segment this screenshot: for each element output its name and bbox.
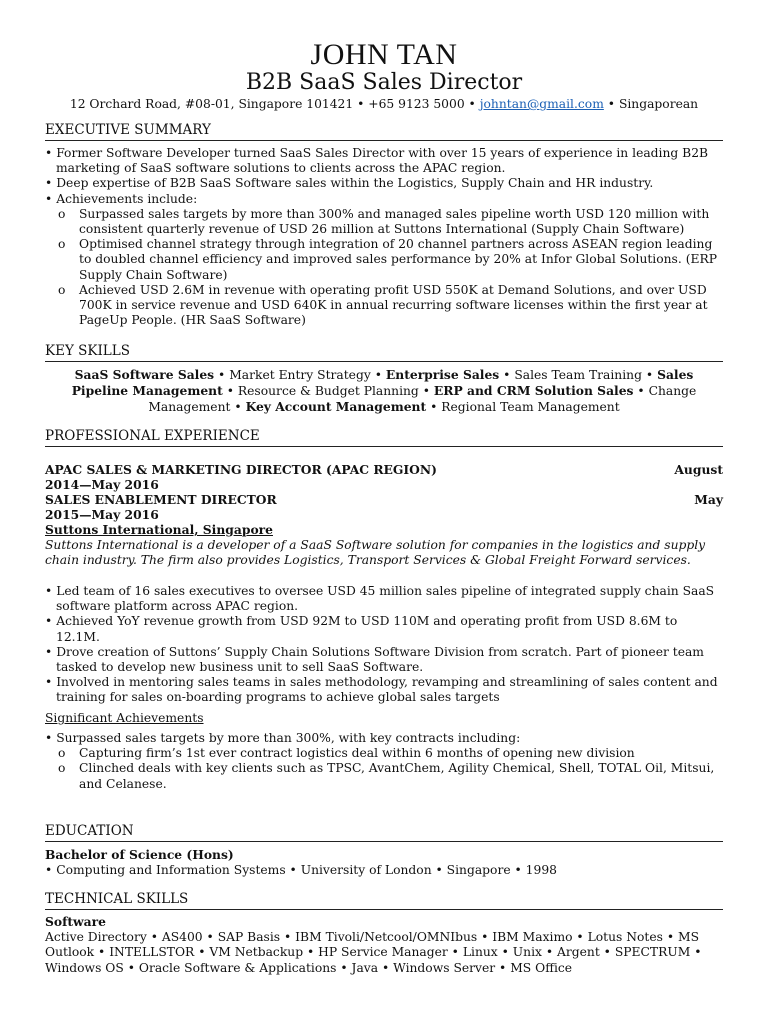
software-list: Active Directory • AS400 • SAP Basis • IBM Tivoli/Netcool/OMNIbus • IBM Maximo • Lotus Notes • MS Outlook • INTELLSTOR • VM Netbackup • HP Service Manager • Linux • Unix • Argent • SPECTRUM • Windows OS • Oracle Software & Applications • Java • Windows Server • MS Office: [45, 930, 702, 975]
degree: [45, 847, 725, 863]
bullet: •: [45, 146, 53, 160]
contact-line: [0, 97, 768, 111]
company-description-text: Suttons International is a developer of a SaaS Software solution for companies in the logistics and supply chain industry. The firm also provides Logistics, Transport Services & Global Freight Forward services.: [45, 538, 706, 568]
bullet: •: [234, 400, 242, 415]
job-date: May: [694, 492, 723, 507]
section-heading-education: EDUCATION: [45, 823, 723, 842]
list-item: [45, 731, 725, 746]
skill: Resource & Budget Planning: [237, 384, 419, 399]
list-item-text: Involved in mentoring sales teams in sales methodology, revamping and streamlining of sales content and training for sales on-boarding programs to achieve global sales targets: [56, 675, 718, 705]
skill: Regional Team Management: [441, 400, 620, 415]
sub-bullet: o: [58, 746, 66, 761]
sub-bullet: o: [58, 282, 66, 297]
list-item-text: Achieved YoY revenue growth from USD 92M to USD 110M and operating profit from USD 8.6M to 12.1M.: [56, 614, 678, 644]
skill: Sales Team Training: [514, 368, 642, 382]
significant-achievements-heading: Significant Achievements: [45, 711, 204, 725]
separator: •: [603, 97, 619, 111]
bullet: •: [45, 584, 53, 598]
sub-bullet: o: [58, 237, 66, 252]
sub-list-item: [45, 207, 725, 237]
company-description: [45, 538, 725, 568]
software-subheading-text: Software: [45, 914, 106, 929]
skill: ERP and CRM Solution Sales: [433, 383, 634, 399]
list-item-text: Capturing firm’s 1st ever contract logistics deal within 6 months of opening new division: [79, 746, 635, 761]
candidate-role: B2B SaaS Sales Director: [245, 70, 523, 95]
section-heading-technical: TECHNICAL SKILLS: [45, 891, 723, 910]
nationality: Singaporean: [618, 97, 699, 111]
list-item: [45, 176, 725, 191]
skill: Market Entry Strategy: [229, 368, 371, 382]
bullet: •: [45, 731, 53, 745]
list-item: [45, 192, 725, 207]
job-date: August: [674, 462, 723, 477]
key-skills-list: [45, 367, 723, 416]
job-title: SALES ENABLEMENT DIRECTOR: [45, 492, 277, 507]
sub-bullet: o: [58, 761, 66, 776]
candidate-name: JOHN TAN: [310, 38, 458, 71]
list-item-text: Computing and Information Systems • University of London • Singapore • 1998: [56, 863, 557, 878]
bullet: •: [374, 368, 382, 382]
degree-text: Bachelor of Science (Hons): [45, 847, 234, 862]
sub-list-item: [45, 746, 725, 761]
list-item-text: Achieved USD 2.6M in revenue with operating profit USD 550K at Demand Solutions, and over USD 700K in service revenue and USD 640K in annual recurring software licenses within the first year at PageUp People. (HR SaaS Software): [79, 282, 708, 328]
bullet: •: [637, 384, 645, 399]
list-item: [45, 675, 725, 705]
skill: Enterprise Sales: [385, 367, 500, 382]
education-block: [45, 847, 725, 878]
bullet: •: [45, 176, 53, 191]
job-title-line: [45, 462, 723, 477]
section-heading-experience: PROFESSIONAL EXPERIENCE: [45, 428, 723, 447]
bullet: •: [45, 675, 53, 690]
separator: •: [353, 97, 369, 111]
skill: SaaS Software Sales: [74, 367, 215, 382]
job-title-line: [45, 492, 723, 507]
technical-block: [45, 914, 725, 976]
summary-list: [45, 146, 725, 328]
list-item-text: Clinched deals with key clients such as TPSC, AvantChem, Agility Chemical, Shell, TOTAL Oil, Mitsui, and Celanese.: [79, 761, 715, 791]
bullet: •: [45, 644, 53, 659]
skill: Key Account Management: [245, 399, 427, 415]
job-date-line: 2015—May 2016: [45, 507, 159, 522]
list-item-text: Optimised channel strategy through integration of 20 channel partners across ASEAN region leading to doubled channel efficiency and improved sales performance by 20% at Infor Global Solutions. (ERP Supply Chain Software): [79, 237, 717, 282]
bullet: •: [45, 863, 53, 878]
skill: Change Management: [148, 384, 697, 415]
list-item-text: Achievements include:: [56, 191, 198, 206]
list-item-text: Former Software Developer turned SaaS Sales Director with over 15 years of experience in leading B2B marketing of SaaS software solutions to clients across the APAC region.: [56, 146, 709, 176]
list-item: [45, 146, 725, 176]
bullet: •: [645, 368, 654, 382]
list-item-text: Deep expertise of B2B SaaS Software sales within the Logistics, Supply Chain and HR industry.: [56, 176, 654, 191]
job-title: APAC SALES & MARKETING DIRECTOR (APAC REGION): [45, 462, 437, 477]
bullet: •: [422, 384, 430, 399]
email-link[interactable]: johntan@gmail.com: [479, 97, 604, 111]
list-item-text: Led team of 16 sales executives to oversee USD 45 million sales pipeline of integrated supply chain SaaS software platform across APAC region.: [56, 584, 715, 614]
experience-list: [45, 584, 725, 706]
software-subheading: [45, 914, 725, 930]
list-item-text: Surpassed sales targets by more than 300%, with key contracts including:: [56, 731, 521, 745]
bullet: •: [430, 400, 438, 415]
address: 12 Orchard Road, #08-01, Singapore 101421: [69, 97, 354, 111]
list-item: [45, 645, 725, 675]
bullet: •: [503, 368, 511, 382]
list-item: [45, 863, 725, 878]
sub-list-item: [45, 283, 725, 329]
section-heading-summary: EXECUTIVE SUMMARY: [45, 122, 723, 141]
bullet: •: [45, 191, 53, 206]
bullet: •: [226, 384, 234, 399]
sub-bullet: o: [58, 206, 66, 221]
bullet: •: [218, 368, 226, 382]
section-heading-skills: KEY SKILLS: [45, 343, 723, 362]
company-name: Suttons International, Singapore: [45, 522, 273, 537]
list-item-text: Drove creation of Suttons’ Supply Chain Solutions Software Division from scratch. Part of pioneer team tasked to develop new business unit to sell SaaS Software.: [56, 644, 704, 675]
achievements-list: [45, 731, 725, 792]
bullet: •: [45, 614, 53, 629]
skill: Sales Pipeline Management: [71, 367, 694, 399]
job-date-line: 2014—May 2016: [45, 477, 159, 492]
sub-list-item: [45, 761, 725, 791]
list-item-text: Surpassed sales targets by more than 300% and managed sales pipeline worth USD 120 million with consistent quarterly revenue of USD 26 million at Suttons International (Supply Chain Software): [79, 206, 710, 237]
list-item: [45, 584, 725, 614]
phone: +65 9123 5000: [368, 97, 465, 111]
sub-list-item: [45, 237, 725, 283]
list-item: [45, 614, 725, 644]
separator: •: [464, 97, 480, 111]
